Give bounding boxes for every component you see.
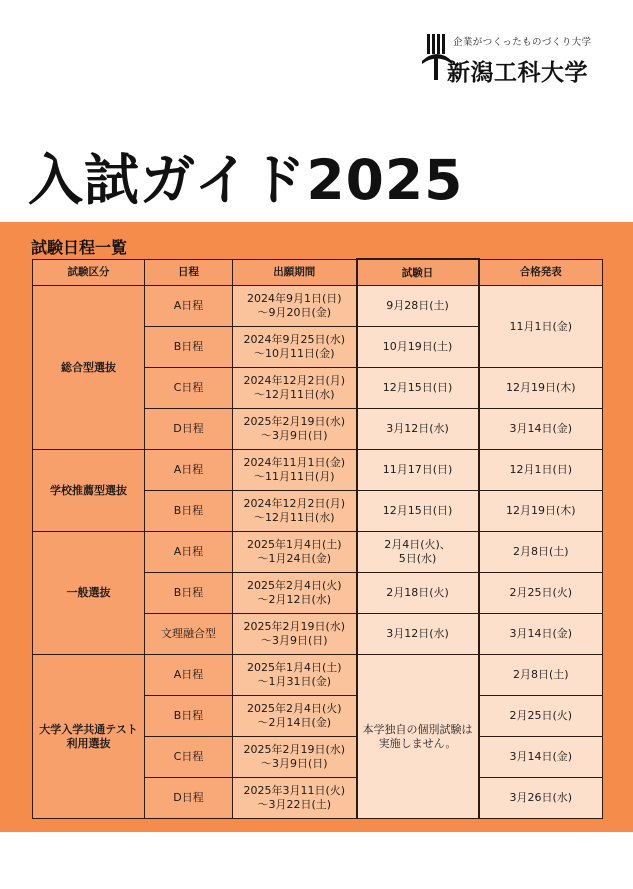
table-header-row bbox=[33, 259, 603, 286]
page-title: 入試ガイド2025 bbox=[28, 148, 464, 212]
result-date-cell: 2月8日(土) bbox=[479, 532, 603, 573]
application-period-cell: 2024年12月2日(月) 〜12月11日(水) bbox=[233, 491, 357, 532]
application-period-cell: 2025年2月4日(火) 〜2月12日(水) bbox=[233, 573, 357, 614]
schedule-cell: 文理融合型 bbox=[145, 614, 233, 655]
application-period-cell: 2025年2月19日(水) 〜3月9日(日) bbox=[233, 614, 357, 655]
table-row bbox=[33, 655, 603, 696]
section-title: 試験日程一覧 bbox=[31, 238, 128, 257]
schedule-cell: B日程 bbox=[145, 491, 233, 532]
exam-date-cell: 3月12日(水) bbox=[357, 614, 479, 655]
university-name: 新潟工科大学 bbox=[447, 60, 588, 86]
schedule-cell: A日程 bbox=[145, 286, 233, 327]
schedule-cell: A日程 bbox=[145, 532, 233, 573]
result-date-cell: 3月14日(金) bbox=[479, 614, 603, 655]
result-date-cell: 12月19日(木) bbox=[479, 368, 603, 409]
application-period-cell: 2024年9月25日(水) 〜10月11日(金) bbox=[233, 327, 357, 368]
result-date-cell: 11月1日(金) bbox=[479, 286, 603, 368]
table-row bbox=[33, 286, 603, 327]
column-header-schedule: 日程 bbox=[145, 259, 233, 286]
schedule-cell: A日程 bbox=[145, 450, 233, 491]
application-period-cell: 2024年9月1日(日) 〜9月20日(金) bbox=[233, 286, 357, 327]
exam-date-cell: 10月19日(土) bbox=[357, 327, 479, 368]
column-header-exam-date: 試験日 bbox=[357, 259, 479, 286]
application-period-cell: 2024年11月1日(金) 〜11月11日(月) bbox=[233, 450, 357, 491]
schedule-cell: A日程 bbox=[145, 655, 233, 696]
exam-date-cell: 11月17日(日) bbox=[357, 450, 479, 491]
exam-date-cell: 2月18日(火) bbox=[357, 573, 479, 614]
schedule-cell: B日程 bbox=[145, 327, 233, 368]
result-date-cell: 3月14日(金) bbox=[479, 409, 603, 450]
application-period-cell: 2025年1月4日(土) 〜1月31日(金) bbox=[233, 655, 357, 696]
column-header-result-date: 合格発表 bbox=[479, 259, 603, 286]
result-date-cell: 2月25日(火) bbox=[479, 573, 603, 614]
application-period-cell: 2025年1月4日(土) 〜1月24日(金) bbox=[233, 532, 357, 573]
schedule-cell: C日程 bbox=[145, 737, 233, 778]
category-cell: 一般選抜 bbox=[33, 532, 145, 655]
exam-note-cell: 本学独自の個別試験は 実施しません。 bbox=[357, 655, 479, 819]
column-header-category: 試験区分 bbox=[33, 259, 145, 286]
exam-date-cell: 9月28日(土) bbox=[357, 286, 479, 327]
application-period-cell: 2025年2月19日(水) 〜3月9日(日) bbox=[233, 409, 357, 450]
result-date-cell: 2月8日(土) bbox=[479, 655, 603, 696]
exam-date-cell: 3月12日(水) bbox=[357, 409, 479, 450]
result-date-cell: 2月25日(火) bbox=[479, 696, 603, 737]
result-date-cell: 12月1日(日) bbox=[479, 450, 603, 491]
schedule-cell: D日程 bbox=[145, 778, 233, 819]
exam-date-cell: 12月15日(日) bbox=[357, 491, 479, 532]
category-cell: 総合型選抜 bbox=[33, 286, 145, 450]
university-logo bbox=[421, 32, 621, 92]
schedule-cell: B日程 bbox=[145, 696, 233, 737]
result-date-cell: 3月14日(金) bbox=[479, 737, 603, 778]
university-tagline: 企業がつくったものづくり大学 bbox=[453, 37, 592, 48]
application-period-cell: 2025年2月19日(水) 〜3月9日(日) bbox=[233, 737, 357, 778]
schedule-cell: D日程 bbox=[145, 409, 233, 450]
application-period-cell: 2025年3月11日(火) 〜3月22日(土) bbox=[233, 778, 357, 819]
category-cell: 学校推薦型選抜 bbox=[33, 450, 145, 532]
schedule-cell: B日程 bbox=[145, 573, 233, 614]
schedule-cell: C日程 bbox=[145, 368, 233, 409]
exam-date-cell: 12月15日(日) bbox=[357, 368, 479, 409]
category-cell: 大学入学共通テスト 利用選抜 bbox=[33, 655, 145, 819]
exam-schedule-table bbox=[32, 258, 603, 819]
application-period-cell: 2025年2月4日(火) 〜2月14日(金) bbox=[233, 696, 357, 737]
result-date-cell: 12月19日(木) bbox=[479, 491, 603, 532]
table-row bbox=[33, 450, 603, 491]
application-period-cell: 2024年12月2日(月) 〜12月11日(水) bbox=[233, 368, 357, 409]
exam-date-cell: 2月4日(火)、 5日(水) bbox=[357, 532, 479, 573]
column-header-application-period: 出願期間 bbox=[233, 259, 357, 286]
result-date-cell: 3月26日(水) bbox=[479, 778, 603, 819]
table-row bbox=[33, 532, 603, 573]
